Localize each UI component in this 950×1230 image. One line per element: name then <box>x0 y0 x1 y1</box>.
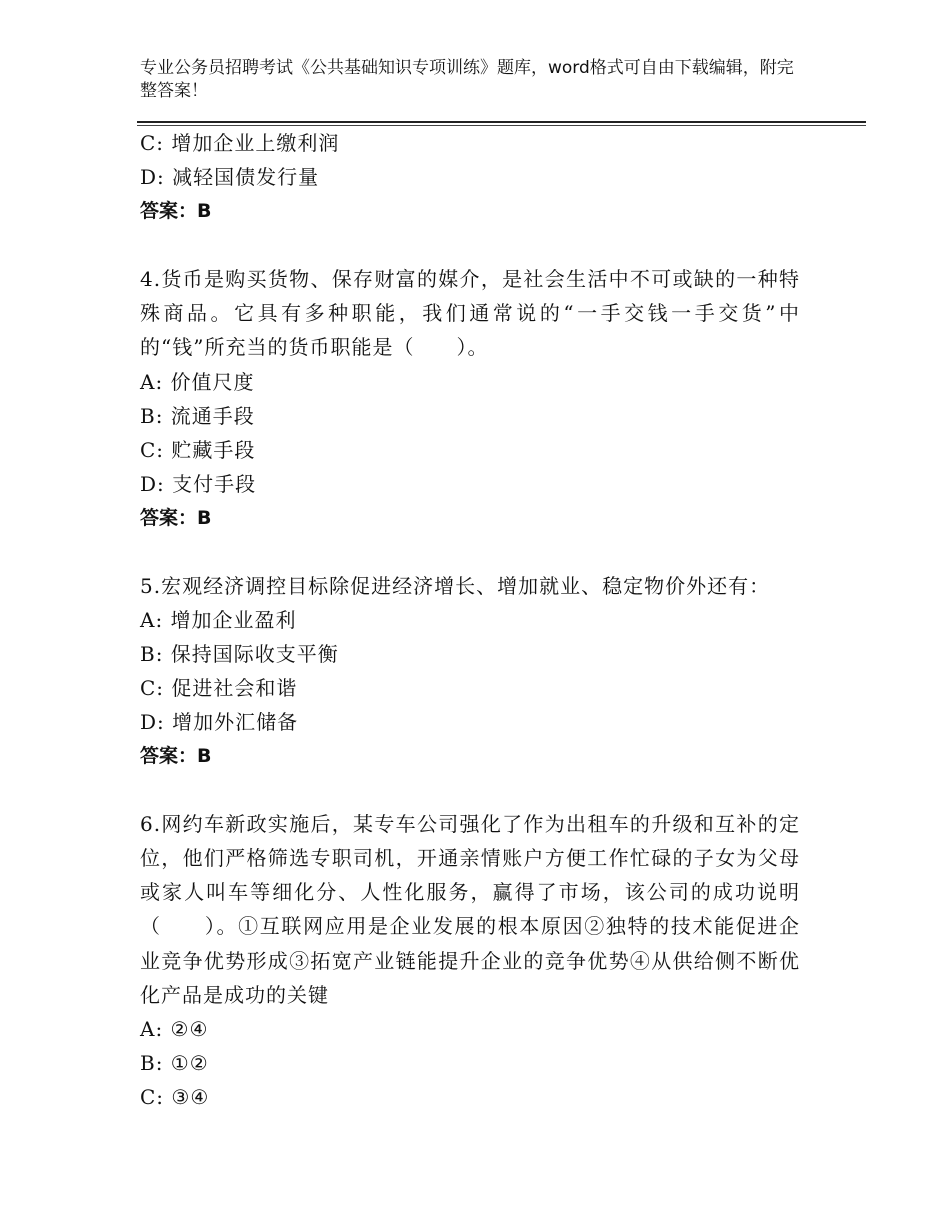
option-d: D: 减轻国债发行量 <box>140 165 320 189</box>
option-a: A: ②④ <box>140 1017 209 1042</box>
option-b: B: 保持国际收支平衡 <box>140 641 339 666</box>
spacer <box>140 773 800 807</box>
question-5 <box>140 569 800 773</box>
answer: 答案：B <box>140 200 212 222</box>
page-header: 专业公务员招聘考试《公共基础知识专项训练》题库，word格式可自由下载编辑，附完整答案！ <box>140 58 794 101</box>
header-rule-thick <box>137 121 866 123</box>
option-b: B: 流通手段 <box>140 403 255 428</box>
option-b: B: ①② <box>140 1051 209 1076</box>
spacer <box>140 228 800 262</box>
option-c: C: 促进社会和谐 <box>140 675 298 700</box>
option-a: A: 增加企业盈利 <box>140 607 297 632</box>
option-d: D: 增加外汇储备 <box>140 709 299 734</box>
option-c: C: 贮藏手段 <box>140 437 256 462</box>
question-4 <box>140 262 800 535</box>
question-content <box>140 126 800 1114</box>
option-c: C: ③④ <box>140 1085 210 1110</box>
answer: 答案：B <box>140 506 212 529</box>
option-d: D: 支付手段 <box>140 471 257 496</box>
question-stem: 4.货币是购买货物、保存财富的媒介，是社会生活中不可或缺的一种特殊商品。它具有多种职能，我们通常说的“一手交钱一手交货”中的“钱”所充当的货币职能是（ ）。 <box>140 267 800 360</box>
question-6 <box>140 807 800 1114</box>
answer: 答案：B <box>140 744 212 767</box>
question-stem: 5.宏观经济调控目标除促进经济增长、增加就业、稳定物价外还有： <box>140 573 771 598</box>
question-3-continued <box>140 126 800 228</box>
option-a: A: 价值尺度 <box>140 369 255 394</box>
spacer <box>140 535 800 569</box>
option-c: C: 增加企业上缴利润 <box>140 131 340 155</box>
question-stem: 6.网约车新政实施后，某专车公司强化了作为出租车的升级和互补的定位，他们严格筛选专职司机，开通亲情账户方便工作忙碌的子女为父母或家人叫车等细化分、人性化服务，赢得了市场，该公司的成功说明（ ）。①互联网应用是企业发展的根本原因②独特的技术能促进企业竞争优势形成③拓宽产业链能提升企业的竞争优势④从供给侧不断优化产品是成功的关键 <box>140 811 800 1007</box>
